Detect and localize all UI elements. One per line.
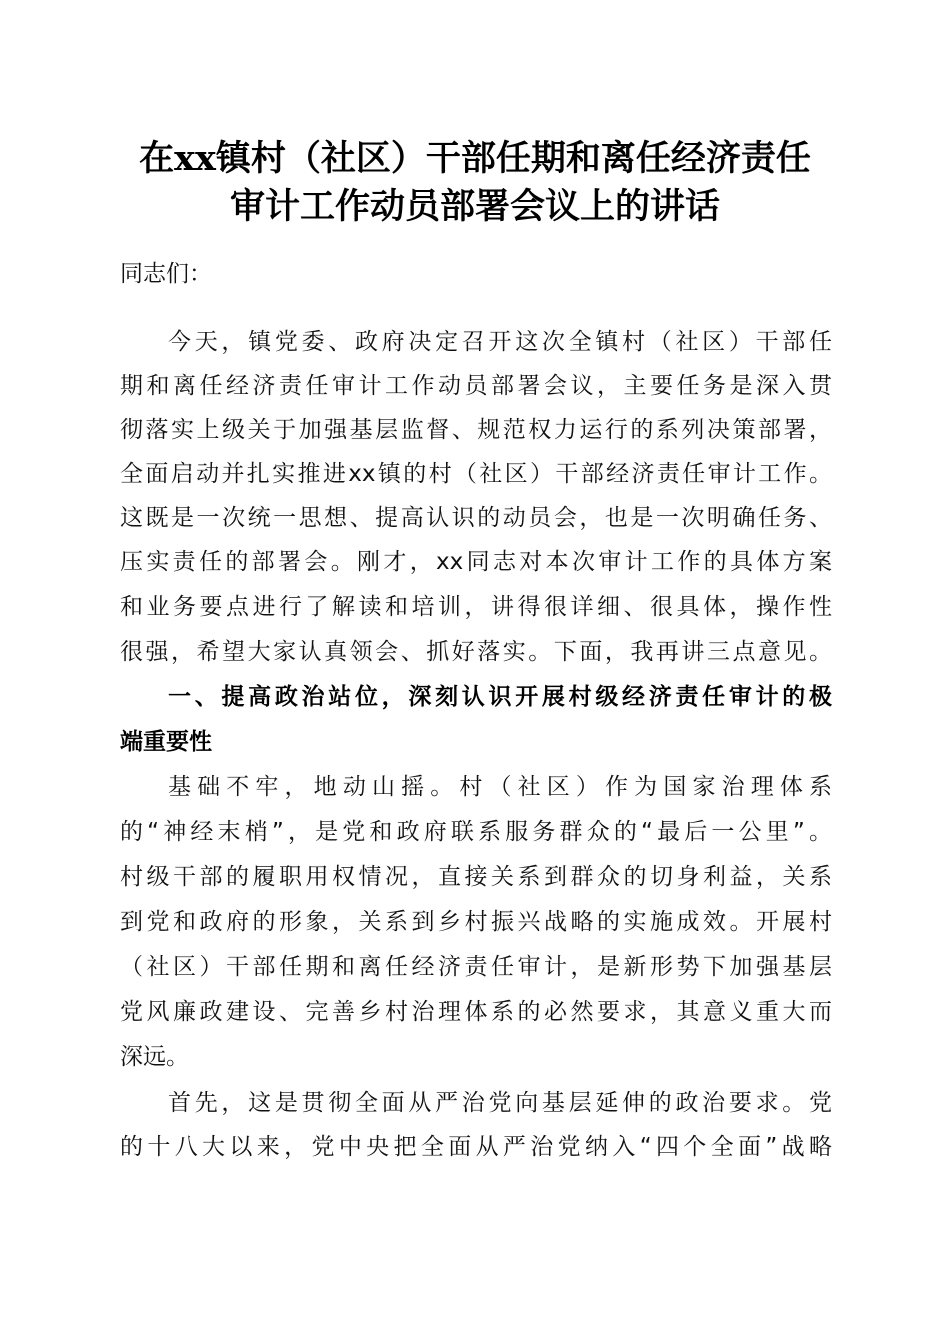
paragraph-line: 党风廉政建设、完善乡村治理体系的必然要求，其意义重大而 (120, 999, 832, 1025)
paragraph-line: 首先，这是贯彻全面从严治党向基层延伸的政治要求。党 (168, 1090, 832, 1116)
paragraph-line: 这既是一次统一思想、提高认识的动员会，也是一次明确任务、 (120, 505, 832, 531)
paragraph-line: 彻落实上级关于加强基层监督、规范权力运行的系列决策部署， (120, 417, 832, 443)
salutation: 同志们： (120, 261, 212, 287)
paragraph-line: 到党和政府的形象，关系到乡村振兴战略的实施成效。开展村 (120, 909, 832, 935)
paragraph-line: 的“神经末梢”，是党和政府联系服务群众的“最后一公里”。 (120, 819, 832, 845)
paragraph-line: 全面启动并扎实推进xx镇的村（社区）干部经济责任审计工作。 (120, 461, 832, 487)
paragraph-line: 期和离任经济责任审计工作动员部署会议，主要任务是深入贯 (120, 373, 832, 399)
paragraph-line: 基础不牢，地动山摇。村（社区）作为国家治理体系 (168, 774, 832, 800)
section-heading-line: 端重要性 (120, 729, 212, 755)
paragraph-line: （社区）干部任期和离任经济责任审计，是新形势下加强基层 (120, 954, 832, 980)
paragraph-line: 和业务要点进行了解读和培训，讲得很详细、很具体，操作性 (120, 594, 832, 620)
paragraph-line: 深远。 (120, 1044, 189, 1070)
paragraph-line: 今天，镇党委、政府决定召开这次全镇村（社区）干部任 (168, 329, 832, 355)
document-title-line-2: 审计工作动员部署会议上的讲话 (229, 186, 720, 227)
section-heading-line: 一、提高政治站位，深刻认识开展村级经济责任审计的极 (168, 684, 832, 710)
document-title-line-1: 在xx镇村（社区）干部任期和离任经济责任 (139, 138, 811, 179)
paragraph-line: 很强，希望大家认真领会、抓好落实。下面，我再讲三点意见。 (120, 639, 832, 665)
paragraph-line: 的十八大以来，党中央把全面从严治党纳入“四个全面”战略 (120, 1134, 832, 1160)
paragraph-line: 村级干部的履职用权情况，直接关系到群众的切身利益，关系 (120, 864, 832, 890)
paragraph-line: 压实责任的部署会。刚才，xx同志对本次审计工作的具体方案 (120, 549, 832, 575)
